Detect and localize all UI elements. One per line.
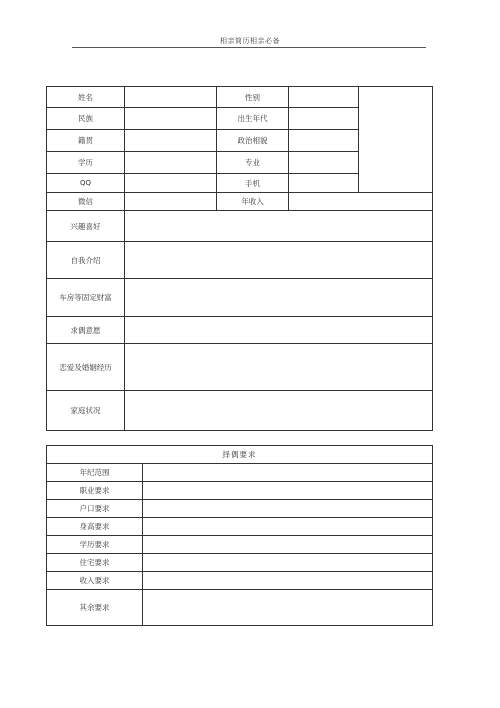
label-req-education: 学历要求 [47,536,143,554]
name-field[interactable] [125,87,217,108]
label-qq: QQ [47,174,125,193]
hobbies-field[interactable] [125,211,433,242]
requirements-table [46,445,433,626]
label-gender: 性别 [217,87,289,108]
profile-table [46,86,433,431]
label-self-intro: 自我介绍 [47,242,125,279]
romance-history-field[interactable] [125,344,433,391]
annual-income-field[interactable] [289,193,433,211]
political-status-field[interactable] [289,130,359,152]
req-education-field[interactable] [143,536,433,554]
education-field[interactable] [125,152,217,174]
req-housing-field[interactable] [143,554,433,572]
req-age-field[interactable] [143,464,433,482]
label-political-status: 政治相貌 [217,130,289,152]
label-req-height: 身高要求 [47,518,143,536]
birth-year-field[interactable] [289,108,359,130]
label-req-other: 其余要求 [47,590,143,626]
label-annual-income: 年收入 [217,193,289,211]
req-height-field[interactable] [143,518,433,536]
label-wechat: 微信 [47,193,125,211]
family-field[interactable] [125,391,433,431]
req-income-field[interactable] [143,572,433,590]
header-divider [72,47,426,48]
native-place-field[interactable] [125,130,217,152]
label-req-hukou: 户口要求 [47,500,143,518]
qq-field[interactable] [125,174,217,193]
label-romance-history: 恋爱及婚姻经历 [47,344,125,391]
req-other-field[interactable] [143,590,433,626]
assets-field[interactable] [125,279,433,317]
ethnicity-field[interactable] [125,108,217,130]
gender-field[interactable] [289,87,359,108]
label-hobbies: 兴趣喜好 [47,211,125,242]
label-family: 家庭状况 [47,391,125,431]
label-phone: 手机 [217,174,289,193]
label-intention: 求偶意愿 [47,317,125,344]
major-field[interactable] [289,152,359,174]
req-hukou-field[interactable] [143,500,433,518]
req-occupation-field[interactable] [143,482,433,500]
photo-box[interactable] [359,87,433,193]
wechat-field[interactable] [125,193,217,211]
label-birth-year: 出生年代 [217,108,289,130]
label-name: 姓名 [47,87,125,108]
label-req-housing: 住宅要求 [47,554,143,572]
requirements-title: 择偶要求 [47,446,433,464]
label-req-occupation: 职业要求 [47,482,143,500]
phone-field[interactable] [289,174,359,193]
label-req-income: 收入要求 [47,572,143,590]
label-education: 学历 [47,152,125,174]
intention-field[interactable] [125,317,433,344]
label-native-place: 籍贯 [47,130,125,152]
page-header-title: 相亲简历相亲必备 [220,37,280,45]
label-req-age: 年纪范围 [47,464,143,482]
label-major: 专业 [217,152,289,174]
label-ethnicity: 民族 [47,108,125,130]
label-assets: 车房等固定财富 [47,279,125,317]
self-intro-field[interactable] [125,242,433,279]
